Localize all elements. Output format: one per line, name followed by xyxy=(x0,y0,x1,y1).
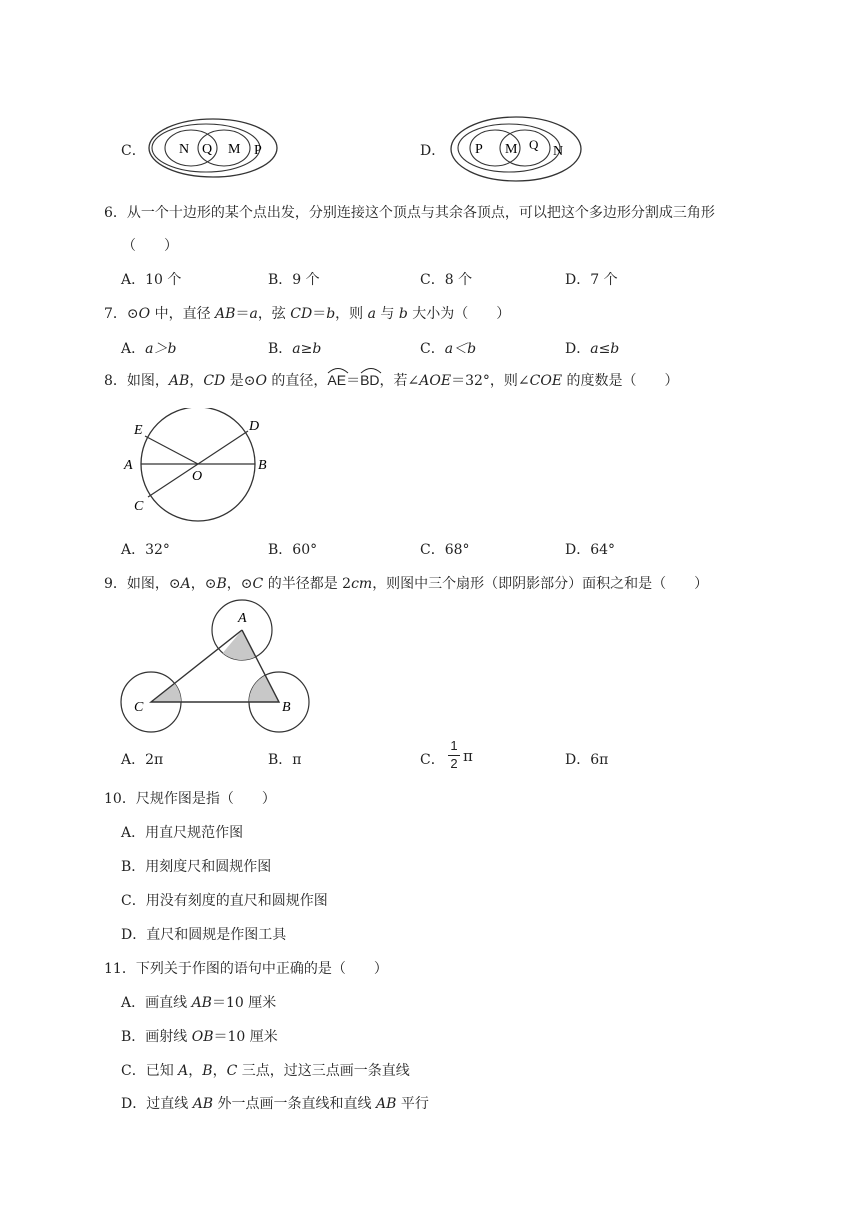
q9-text: 9．如图，⊙ xyxy=(104,576,181,592)
var-o: O xyxy=(138,306,151,322)
option-text: B．画射线 xyxy=(121,1029,192,1045)
q8-text: ＝ xyxy=(346,373,361,389)
q9-option-b[interactable]: B．π xyxy=(268,752,302,768)
venn-diagram-c xyxy=(146,112,286,184)
question-6-stem: 6．从一个十边形的某个点出发，分别连接这个顶点与其余各顶点，可以把这个多边形分割成三角形 xyxy=(104,205,715,221)
arc-ae-label: AE xyxy=(327,372,347,388)
venn-d-label-q: Q xyxy=(529,137,539,152)
q7-text: ＝ xyxy=(312,306,327,322)
var-a: a xyxy=(249,306,258,322)
var-c: C xyxy=(252,576,264,592)
venn-c-label-n: N xyxy=(179,142,190,157)
option-text: 平行 xyxy=(396,1096,429,1112)
label-d: D xyxy=(249,419,260,434)
var-b: b xyxy=(398,306,408,322)
option-expr: a≥b xyxy=(292,341,322,357)
venn-c-label-q: Q xyxy=(202,142,213,157)
option-text: D．过直线 xyxy=(121,1096,193,1112)
venn-c-label-p: P xyxy=(254,143,262,158)
question-9-stem xyxy=(104,573,708,593)
q9-text: 的半径都是 2 xyxy=(263,576,352,592)
q7-option-d[interactable] xyxy=(565,338,619,358)
q10-option-c[interactable]: C．用没有刻度的直尺和圆规作图 xyxy=(121,893,328,909)
q6-option-c[interactable]: C．8 个 xyxy=(420,272,473,288)
q9-option-a[interactable]: A．2π xyxy=(121,752,164,768)
option-text: 外一点画一条直线和直线 xyxy=(213,1096,376,1112)
q11-option-c[interactable] xyxy=(121,1060,410,1080)
q8-circle-figure xyxy=(118,408,278,528)
q7-text: 中，直径 xyxy=(150,306,216,322)
q11-option-d[interactable] xyxy=(121,1093,429,1113)
option-label: A． xyxy=(121,341,146,357)
circle-symbol: ⊙ xyxy=(126,306,139,322)
venn-d-label-m: M xyxy=(505,142,518,157)
q7-text: ，则 xyxy=(335,306,368,322)
option-expr: a≤b xyxy=(590,341,620,357)
venn-c-label-m: M xyxy=(228,142,241,157)
question-11-stem: 11．下列关于作图的语句中正确的是（ ） xyxy=(104,961,388,977)
option-text: ， xyxy=(212,1063,227,1079)
option-expr: a＜b xyxy=(444,341,477,357)
option-label: C． xyxy=(420,752,445,768)
fraction-numerator: 1 xyxy=(450,738,458,753)
q7-option-b[interactable] xyxy=(268,338,321,358)
q9-three-circles-figure xyxy=(118,598,312,738)
q10-option-b[interactable]: B．用刻度尺和圆规作图 xyxy=(121,859,272,875)
var-cd: CD xyxy=(290,306,313,322)
var-cd: CD xyxy=(203,373,226,389)
var-b: B xyxy=(202,1063,213,1079)
label-b: B xyxy=(258,458,267,473)
q8-option-a[interactable]: A．32° xyxy=(121,542,170,558)
q6-option-a[interactable]: A．10 个 xyxy=(121,272,182,288)
q8-text: ， xyxy=(189,373,204,389)
q9-text: ，则图中三个扇形（即阴影部分）面积之和是（ ） xyxy=(372,576,709,592)
q7-option-c[interactable] xyxy=(420,338,476,358)
question-7-stem xyxy=(104,303,510,323)
q8-text: 的直径， xyxy=(266,373,328,389)
var-ob: OB xyxy=(191,1029,214,1045)
q11-option-a[interactable] xyxy=(121,992,276,1012)
var-coe: COE xyxy=(529,373,563,389)
var-c: C xyxy=(226,1063,238,1079)
option-text: A．画直线 xyxy=(121,995,192,1011)
label-c: C xyxy=(134,700,144,715)
q10-option-d[interactable]: D．直尺和圆规是作图工具 xyxy=(121,927,287,943)
q7-option-a[interactable] xyxy=(121,338,176,358)
label-a: A xyxy=(238,611,247,626)
q8-text: 8．如图， xyxy=(104,373,169,389)
var-b: b xyxy=(326,306,336,322)
q8-text: 的度数是（ ） xyxy=(562,373,679,389)
arc-bd xyxy=(360,372,379,388)
venn-d-label-n: N xyxy=(553,144,564,159)
label-c: C xyxy=(134,499,144,514)
q8-option-b[interactable]: B．60° xyxy=(268,542,318,558)
var-ab: AB xyxy=(168,373,190,389)
option-text: ＝10 厘米 xyxy=(213,1029,278,1045)
venn-d-label-p: P xyxy=(475,142,483,157)
var-aoe: AOE xyxy=(419,373,452,389)
var-ab: AB xyxy=(215,306,236,322)
q9-text: ，⊙ xyxy=(190,576,217,592)
option-label: B． xyxy=(268,341,293,357)
q8-text: ＝32°，则∠ xyxy=(451,373,530,389)
fraction-denominator: 2 xyxy=(450,756,458,771)
option-label: C． xyxy=(420,341,445,357)
arc-ae xyxy=(327,372,346,388)
option-text: ＝10 厘米 xyxy=(211,995,277,1011)
label-b: B xyxy=(282,700,291,715)
pi-symbol: π xyxy=(463,747,473,765)
q7-text: ＝ xyxy=(235,306,250,322)
q8-text: 是⊙ xyxy=(225,373,256,389)
var-b: B xyxy=(216,576,227,592)
option-label: C． xyxy=(121,143,146,159)
q8-text: ，若∠ xyxy=(379,373,420,389)
q6-option-b[interactable]: B．9 个 xyxy=(268,272,320,288)
q11-option-b[interactable] xyxy=(121,1026,278,1046)
label-a: A xyxy=(124,458,133,473)
var-ab: AB xyxy=(191,995,212,1011)
q9-option-d[interactable]: D．6π xyxy=(565,752,609,768)
option-expr: a＞b xyxy=(145,341,177,357)
option-label: D． xyxy=(420,143,446,159)
var-a: A xyxy=(180,576,191,592)
var-a: a xyxy=(367,306,376,322)
q6-option-d[interactable]: D．7 个 xyxy=(565,272,618,288)
q7-text: 大小为（ ） xyxy=(407,306,511,322)
var-ab: AB xyxy=(192,1096,214,1112)
label-e: E xyxy=(134,423,143,438)
question-6-paren: （ ） xyxy=(122,238,178,254)
arc-bd-label: BD xyxy=(360,372,380,388)
option-text: C．已知 xyxy=(121,1063,179,1079)
option-text: ， xyxy=(188,1063,203,1079)
q8-option-d[interactable]: D．64° xyxy=(565,542,616,558)
venn-diagram-d xyxy=(449,112,587,188)
q8-option-c[interactable]: C．68° xyxy=(420,542,470,558)
q7-text: 与 xyxy=(375,306,399,322)
unit-cm: cm xyxy=(351,576,373,592)
q7-number: 7． xyxy=(104,306,127,322)
var-o: O xyxy=(255,373,267,389)
q7-text: ，弦 xyxy=(257,306,291,322)
option-text: 三点，过这三点画一条直线 xyxy=(237,1063,410,1079)
q10-option-a[interactable]: A．用直尺规范作图 xyxy=(121,825,244,841)
var-a: A xyxy=(178,1063,189,1079)
option-label: D． xyxy=(565,341,591,357)
label-o: O xyxy=(192,469,203,484)
var-ab: AB xyxy=(376,1096,397,1112)
question-10-stem: 10．尺规作图是指（ ） xyxy=(104,791,276,807)
q9-text: ，⊙ xyxy=(226,576,253,592)
question-8-stem xyxy=(104,370,679,390)
